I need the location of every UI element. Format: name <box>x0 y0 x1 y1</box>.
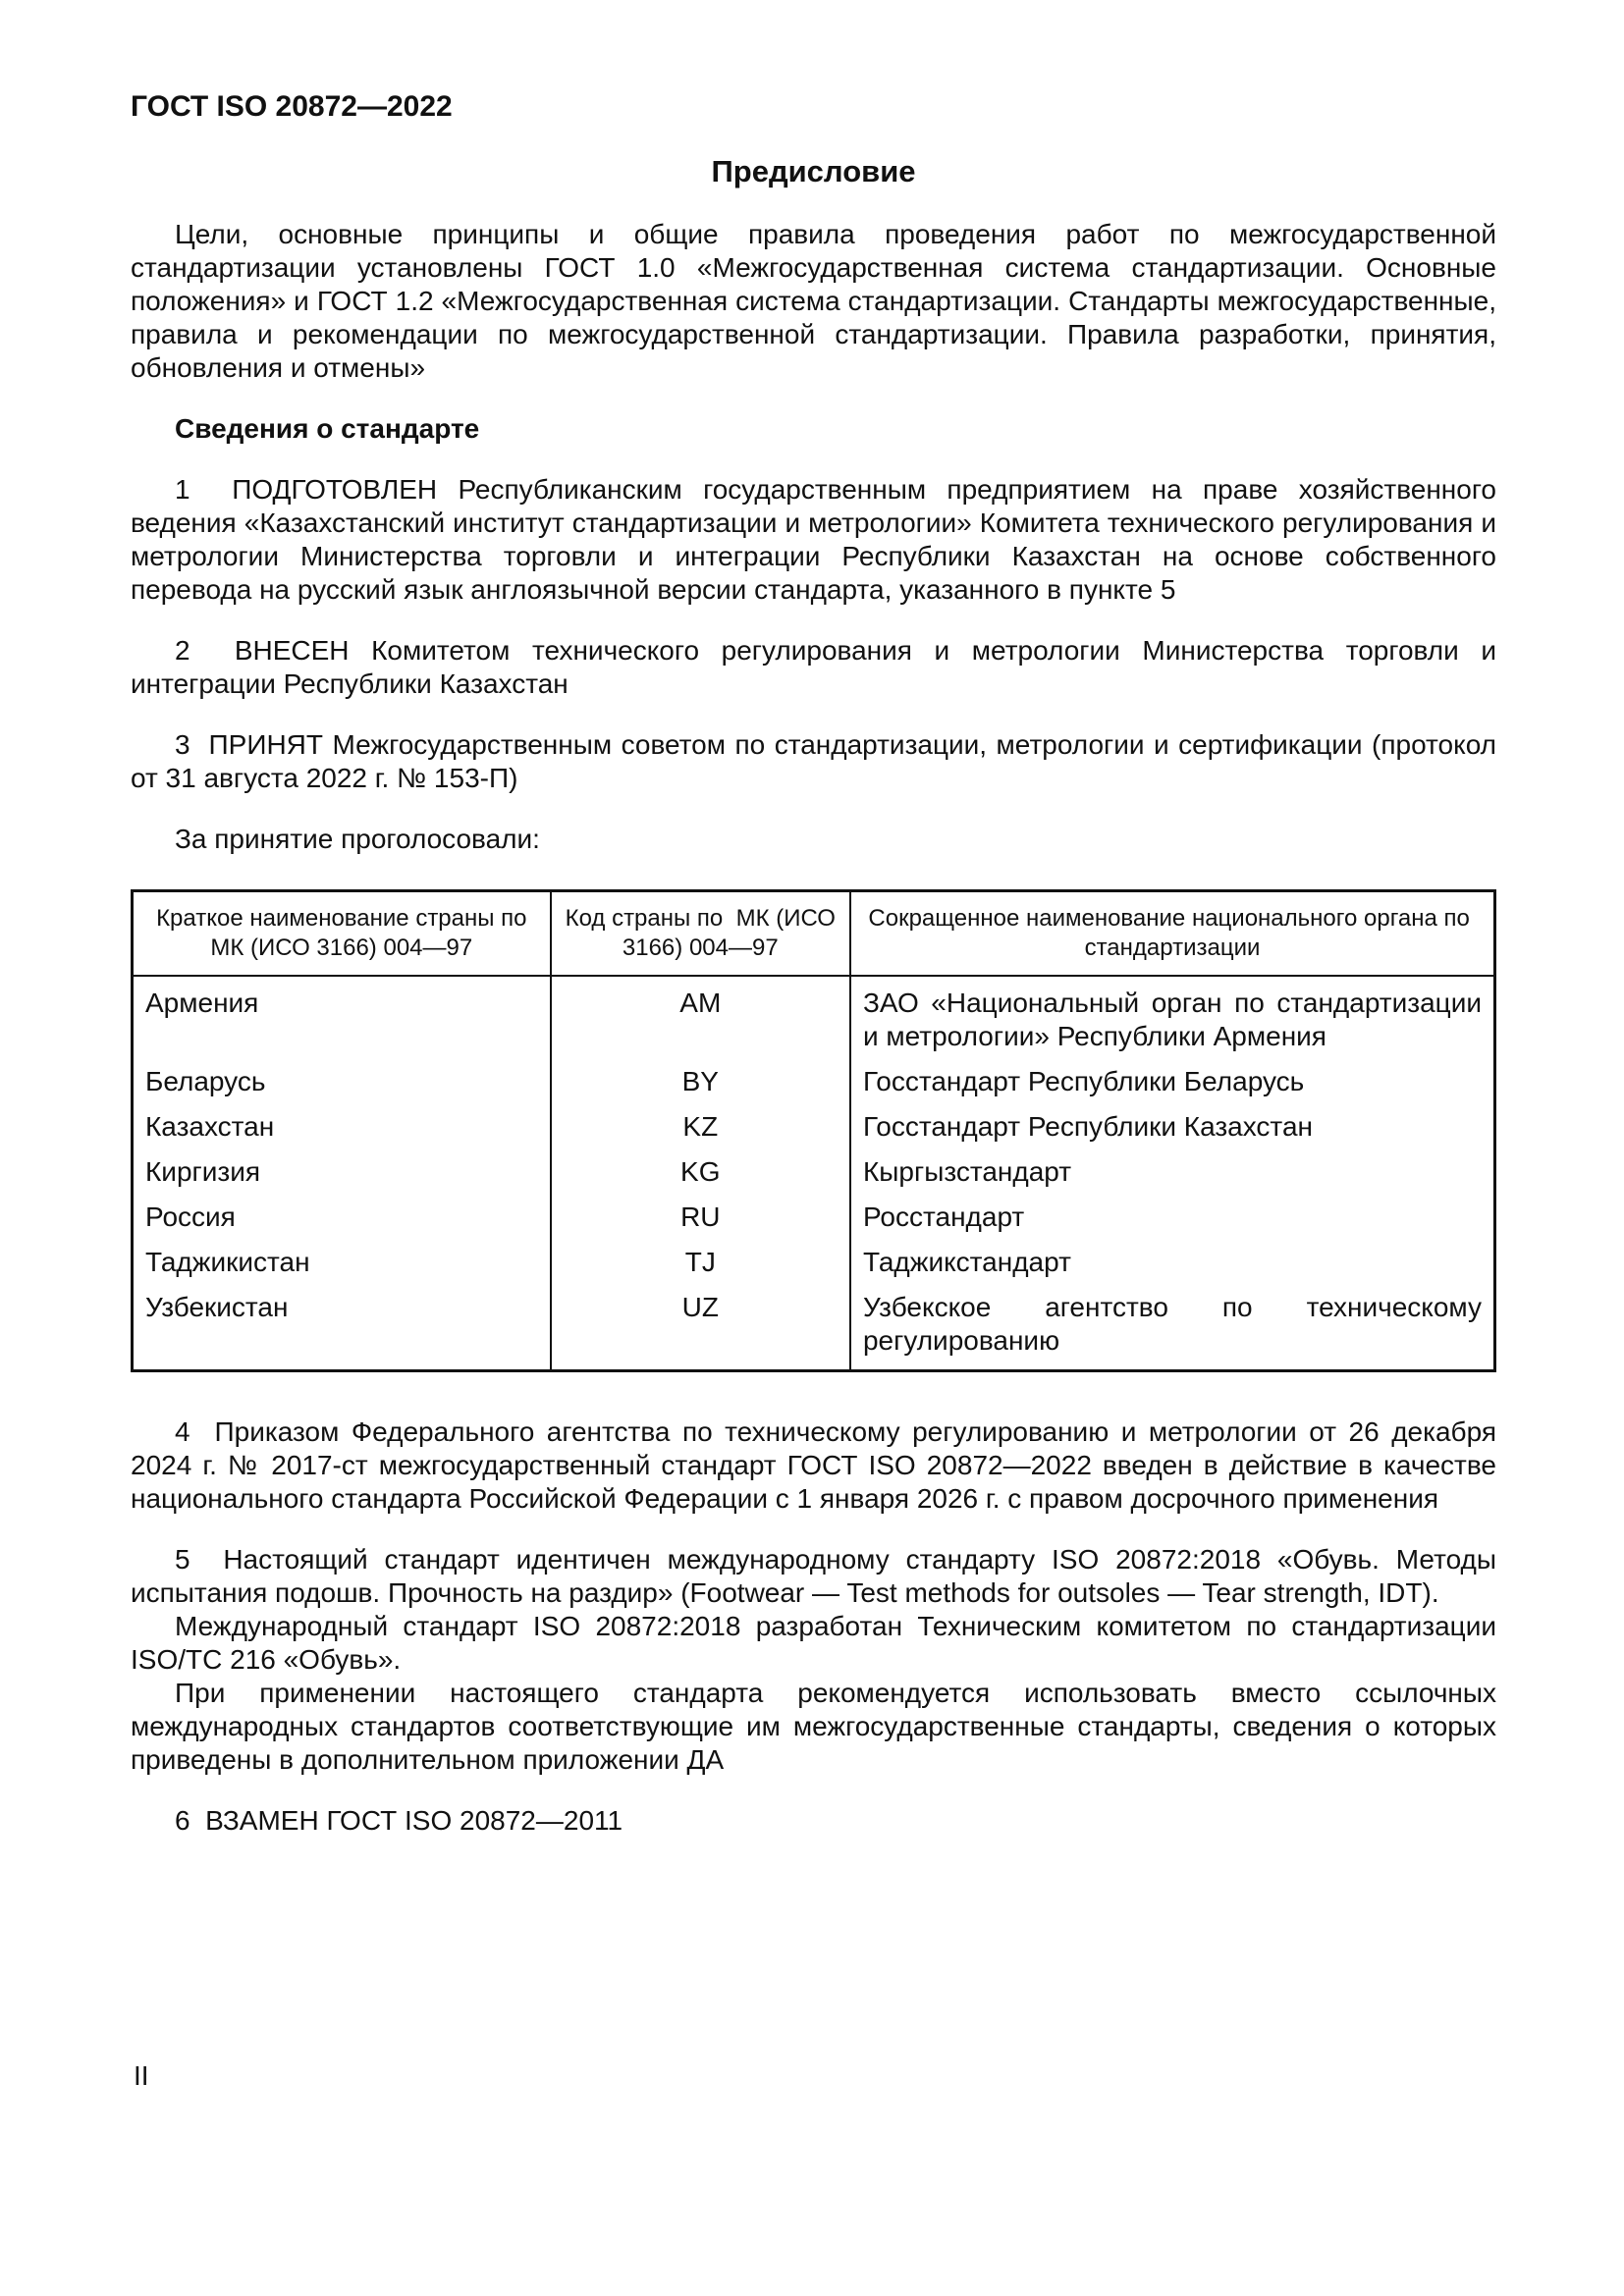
table-row <box>133 1061 1495 1106</box>
item-3: 3 ПРИНЯТ Межгосударственным советом по стандартизации, метрологии и сертификации (протокол от 31 августа 2022 г. № 153-П) <box>131 729 1496 793</box>
org-cell: Росстандарт <box>850 1197 1495 1242</box>
org-cell: ЗАО «Национальный орган по стандартизации и метрологии» Республики Армения <box>850 976 1495 1061</box>
table-row <box>133 976 1495 1061</box>
info-heading: Сведения о стандарте <box>175 413 480 444</box>
item-4: 4 Приказом Федерального агентства по техническому регулированию и метрологии от 26 декабря 2024 г. № 2017-ст межгосударственный стандарт ГОСТ ISO 20872—2022 введен в действие в качестве национального стандарта Российской Федерации с 1 января 2026 г. с правом досрочного применения <box>131 1416 1496 1514</box>
table-row <box>133 1197 1495 1242</box>
page-title: Предисловие <box>711 154 916 188</box>
item-5-paragraph-2: Международный стандарт ISO 20872:2018 разработан Техническим комитетом по стандартизации ISO/TC 216 «Обувь». <box>131 1611 1496 1675</box>
table-row <box>133 1287 1495 1371</box>
table-header-row <box>133 891 1495 977</box>
doc-code: ГОСТ ISO 20872—2022 <box>131 90 453 123</box>
intro-paragraph: Цели, основные принципы и общие правила проведения работ по межгосударственной стандартизации установлены ГОСТ 1.0 «Межгосударственная система стандартизации. Основные положения» и ГОСТ 1.2 «Межгосударственная система стандартизации. Стандарты межгосударственные, правила и рекомендации по межгосударственной стандартизации. Правила разработки, принятия, обновления и отмены» <box>131 219 1496 383</box>
table-row <box>133 1242 1495 1287</box>
country-cell: Россия <box>133 1197 551 1242</box>
code-cell: KG <box>551 1151 850 1197</box>
org-cell: Таджикстандарт <box>850 1242 1495 1287</box>
header-code-column: Код страны по МК (ИСО 3166) 004—97 <box>551 891 850 977</box>
item-2: 2 ВНЕСЕН Комитетом технического регулирования и метрологии Министерства торговли и интеграции Республики Казахстан <box>131 635 1496 699</box>
header-country-column: Краткое наименование страны по МК (ИСО 3166) 004—97 <box>133 891 551 977</box>
org-cell: Кыргызстандарт <box>850 1151 1495 1197</box>
code-cell: KZ <box>551 1106 850 1151</box>
page-number: II <box>134 2060 149 2091</box>
org-cell: Госстандарт Республики Беларусь <box>850 1061 1495 1106</box>
code-cell: UZ <box>551 1287 850 1371</box>
code-cell: TJ <box>551 1242 850 1287</box>
code-cell: BY <box>551 1061 850 1106</box>
vote-intro-line: За принятие проголосовали: <box>175 824 540 854</box>
item-1: 1 ПОДГОТОВЛЕН Республиканским государственным предприятием на праве хозяйственного ведения «Казахстанский институт стандартизации и метрологии» Комитета технического регулирования и метрологии Министерства торговли и интеграции Республики Казахстан на основе собственного перевода на русский язык англоязычной версии стандарта, указанного в пункте 5 <box>131 474 1496 605</box>
code-cell: RU <box>551 1197 850 1242</box>
org-cell: Госстандарт Республики Казахстан <box>850 1106 1495 1151</box>
country-cell: Казахстан <box>133 1106 551 1151</box>
country-cell: Киргизия <box>133 1151 551 1197</box>
table-row <box>133 1106 1495 1151</box>
country-cell: Беларусь <box>133 1061 551 1106</box>
country-cell: Таджикистан <box>133 1242 551 1287</box>
item-5-paragraph-3: При применении настоящего стандарта рекомендуется использовать вместо ссылочных международных стандартов соответствующие им межгосударственные стандарты, сведения о которых приведены в дополнительном приложении ДА <box>131 1678 1496 1775</box>
item-6: 6 ВЗАМЕН ГОСТ ISO 20872—2011 <box>175 1805 623 1836</box>
country-cell: Армения <box>133 976 551 1061</box>
code-cell: AM <box>551 976 850 1061</box>
table-row <box>133 1151 1495 1197</box>
vote-table <box>131 889 1496 1372</box>
org-cell: Узбекское агентство по техническому регулированию <box>850 1287 1495 1371</box>
item-5-paragraph-1: 5 Настоящий стандарт идентичен международному стандарту ISO 20872:2018 «Обувь. Методы испытания подошв. Прочность на раздир» (Footwear — Test methods for outsoles — Tear strength, IDT). <box>131 1544 1496 1608</box>
header-org-column: Сокращенное наименование национального органа по стандартизации <box>850 891 1495 977</box>
country-cell: Узбекистан <box>133 1287 551 1371</box>
